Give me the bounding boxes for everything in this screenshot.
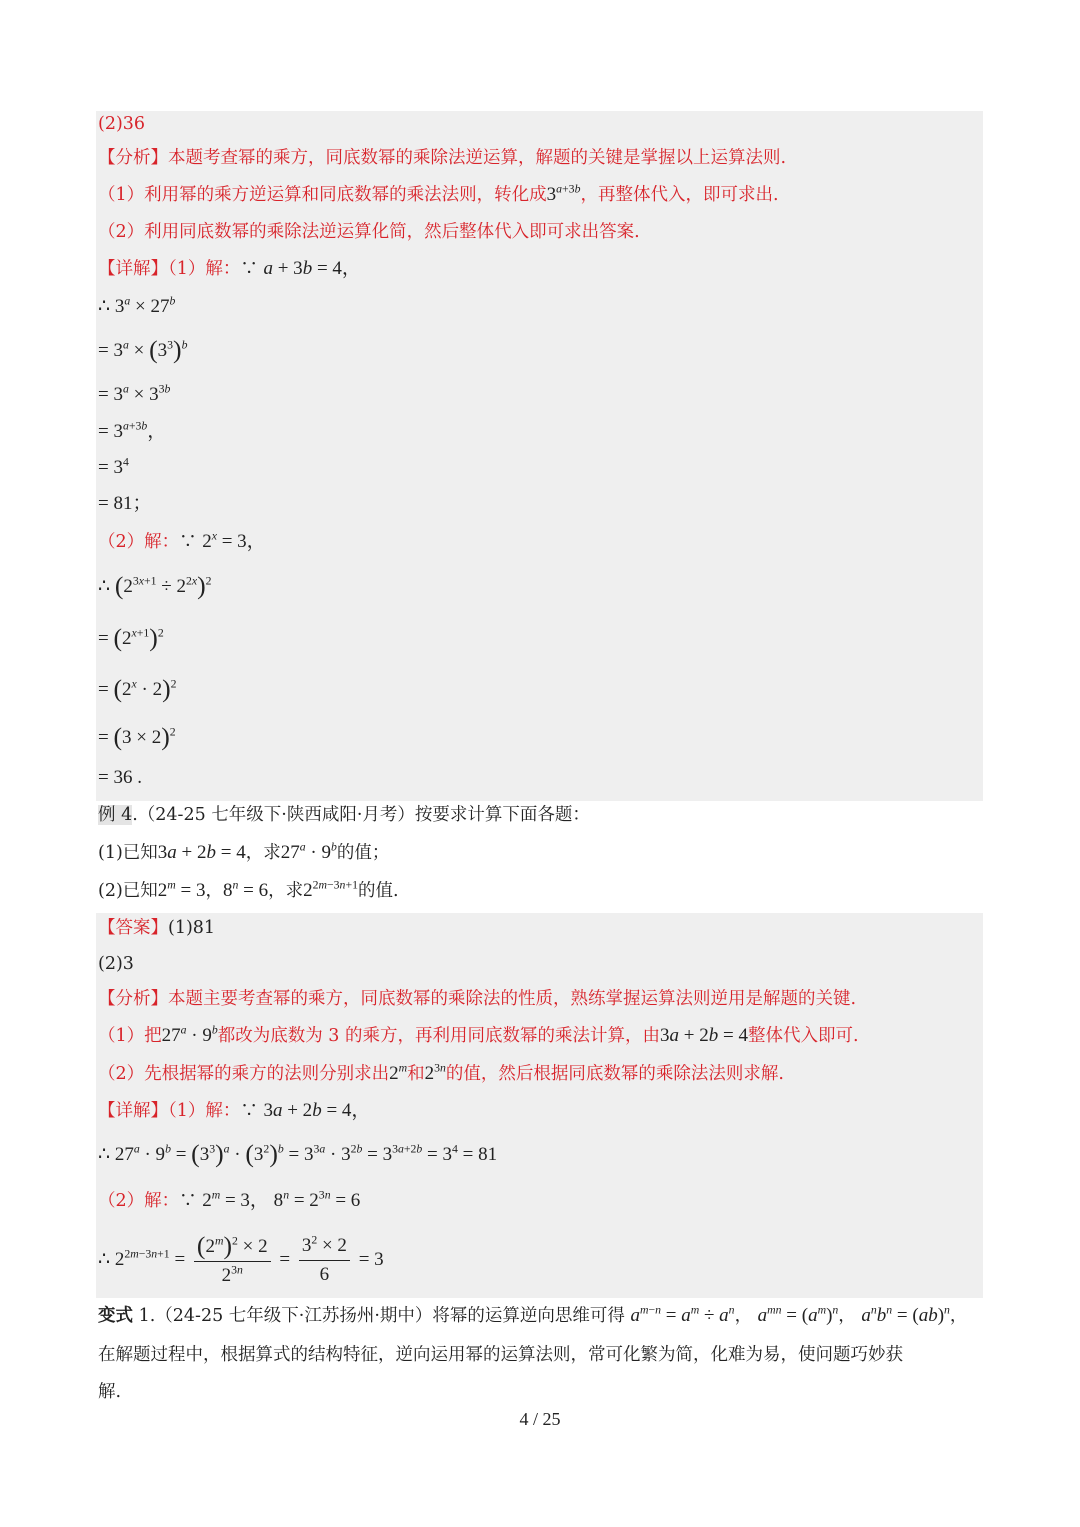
hint-1-end: ，再整体代入，即可求出. — [580, 185, 779, 205]
hint-2-2 — [98, 1062, 784, 1086]
step-6: = 81； — [98, 493, 152, 514]
math-q2-given-1: $2^m = 3$ — [157, 878, 206, 901]
analysis-tag: 【分析】 — [98, 148, 168, 168]
math-rule-3: $a^nb^n = (ab)^n$ — [861, 1303, 950, 1326]
question-2 — [98, 879, 399, 903]
step-3: = $3^a \times 3^{3b}$ — [98, 382, 171, 405]
math-rule-2: $a^{mn} = (a^m)^n$ — [757, 1303, 839, 1326]
hint-2-1 — [98, 1024, 859, 1048]
q2-mid: ，求 — [268, 881, 304, 901]
therefore-symbol-4: ∴ — [98, 1249, 111, 1270]
hint-2-2-start: （2）先根据幂的乘方的法则分别求出 — [98, 1064, 390, 1084]
step-9: = $(2^x \cdot 2)^2$ — [98, 674, 177, 703]
since-symbol-2: ∵ — [179, 532, 197, 552]
answer-part2 — [98, 112, 145, 136]
step-11: = 36 . — [98, 767, 142, 788]
detail-tag: 【详解】 — [98, 259, 168, 279]
therefore-symbol-3: ∴ — [98, 1143, 111, 1165]
q1-end: 的值； — [336, 843, 390, 863]
math-given-3: 3a + 2b = 4， — [263, 1100, 371, 1121]
math-given-1: a + 3b = 4， — [263, 258, 361, 279]
math-2m: 2$^m$ — [389, 1061, 408, 1084]
part2-line-2 — [98, 1189, 360, 1213]
step-5: = $3^4$ — [98, 455, 129, 478]
detail-line-2 — [98, 1099, 370, 1123]
hint-2-2-end: 的值，然后根据同底数幂的乘除法法则求解. — [445, 1064, 784, 1084]
detail-part1: （1）解： — [168, 259, 241, 279]
step-2: = $3^a \times (3^3)^b$ — [98, 335, 188, 364]
math-q1-expr: $27^a \cdot 9^b$ — [280, 840, 337, 863]
step-12: ∴ $27^a \cdot 9^b = (3^3)^a \cdot (3^2)^b = 3^{3a} \cdot 3^{2b} = 3^{3a+2b} = 3^4 = 81$ — [98, 1139, 498, 1168]
analysis-text: 本题考查幂的乘方，同底数幂的乘除法逆运算，解题的关键是掌握以上运算法则. — [168, 148, 787, 168]
math-hint-given: 3a + 2b = 4 — [660, 1025, 748, 1046]
analysis-line-2 — [98, 987, 856, 1011]
example-4-source: .（24-25 七年级下·陕西咸阳·月考）按要求计算下面各题： — [132, 805, 590, 825]
detail-line — [98, 257, 361, 281]
detail-tag-2: 【详解】 — [98, 1101, 168, 1121]
since-symbol: ∵ — [240, 259, 258, 279]
example-4-header — [98, 803, 590, 827]
q1-start: (1)已知 — [98, 843, 158, 863]
math-given-2: $2^x = 3$， — [202, 529, 266, 552]
analysis-line — [98, 146, 786, 170]
variant-1-line-2 — [98, 1343, 903, 1367]
fraction-1: $\frac{(2^m)^2 \times 2}{2^{3n}}$ — [194, 1233, 271, 1289]
step-1: ∴ $3^a \times 27^b$ — [98, 294, 176, 317]
answer-2 — [98, 952, 134, 976]
math-2-3n: $2^{3n}$ — [424, 1061, 446, 1084]
hint-2 — [98, 220, 640, 244]
hint-2-2-and: 和 — [407, 1064, 425, 1084]
hint-2-1-start: （1）把 — [98, 1026, 162, 1046]
step-10: = $(3 \times 2)^2$ — [98, 722, 176, 751]
step-4: = $3^{a+3b}$， — [98, 419, 167, 442]
question-1 — [98, 841, 389, 865]
step-8: = $(2^{x+1})^2$ — [98, 623, 164, 652]
math-q2-given-2: $8^n = 6$ — [223, 878, 269, 901]
detail-part1-2: （1）解： — [168, 1101, 241, 1121]
answer-1: (1)81 — [168, 918, 216, 938]
math-hint-expr: $27^a \cdot 9^b$ — [161, 1023, 218, 1046]
hint-2-text: （2）利用同底数幂的乘除法逆运算化简，然后整体代入即可求出答案. — [98, 222, 640, 242]
solution-panel-1 — [96, 111, 983, 801]
hint-2-1-end: 整体代入即可. — [747, 1026, 859, 1046]
step-13: ∴ $2^{2m-3n+1}$ = $\frac{(2^m)^2 \times 2}{2^{3n}}$ = $\frac{3^2 \times 2}{6}$ = 3 — [98, 1232, 384, 1289]
part2-label: （2）解： — [98, 532, 180, 552]
answer-tag: 【答案】 — [98, 918, 168, 938]
variant-1-line-3 — [98, 1380, 121, 1404]
variant-text-2: 在解题过程中，根据算式的结构特征，逆向运用幂的运算法则，常可化繁为简，化难为易，使问题巧妙获 — [98, 1345, 903, 1365]
variant-1-line-1: 变式 1.（24-25 七年级下·江苏扬州·期中）将幂的运算逆向思维可得 $a^{m-n} = a^m \div a^n$， $a^{mn} = (a^m)^n$， $a^nb^n = (ab)^n$， — [98, 1303, 968, 1326]
therefore-symbol-2: ∴ — [98, 575, 111, 597]
fraction-2: $\frac{3^2 \times 2}{6}$ — [299, 1233, 350, 1288]
hint-1-start: （1）利用幂的乘方逆运算和同底数幂的乘法法则，转化成 — [98, 185, 547, 205]
variant-label: 变式 — [98, 1306, 133, 1326]
math-given-4: $2^m = 3$， $8^n = 2^{3n} = 6$ — [202, 1188, 361, 1211]
q2-comma: ， — [205, 881, 224, 901]
therefore-symbol: ∴ — [98, 296, 111, 317]
math-q2-expr: $2^{2m-3n+1}$ — [303, 878, 358, 901]
hint-1 — [98, 183, 779, 207]
analysis-text-2: 本题主要考查幂的乘方，同底数幂的乘除法的性质，熟练掌握运算法则逆用是解题的关键. — [168, 989, 857, 1009]
math-q1-given: 3a + 2b = 4 — [157, 842, 246, 863]
answer-line — [98, 916, 215, 940]
variant-text-3: 解. — [98, 1382, 122, 1402]
answer-2-text: (2)3 — [98, 954, 134, 974]
part2-label-2: （2）解： — [98, 1191, 180, 1211]
page-number: 4 / 25 — [519, 1409, 561, 1429]
q1-mid: ，求 — [245, 843, 281, 863]
example-4-label: 例 4 — [98, 805, 133, 825]
part2-line — [98, 530, 266, 554]
since-symbol-4: ∵ — [179, 1191, 197, 1211]
analysis-tag-2: 【分析】 — [98, 989, 168, 1009]
since-symbol-3: ∵ — [240, 1101, 258, 1121]
step-7: ∴ $(2^{3x+1} \div 2^{2x})^2$ — [98, 571, 212, 600]
math-3-a-plus-3b: $3^{a+3b}$ — [546, 182, 581, 205]
answer-text: (2)36 — [98, 114, 146, 134]
variant-source: 1.（24-25 七年级下·江苏扬州·期中）将幂的运算逆向思维可得 — [133, 1306, 625, 1326]
q2-start: (2)已知 — [98, 881, 158, 901]
q2-end: 的值. — [357, 881, 399, 901]
hint-2-1-mid: 都改为底数为 3 的乘方，再利用同底数幂的乘法计算，由 — [217, 1026, 661, 1046]
math-rule-1: $a^{m-n} = a^m \div a^n$ — [630, 1303, 735, 1326]
